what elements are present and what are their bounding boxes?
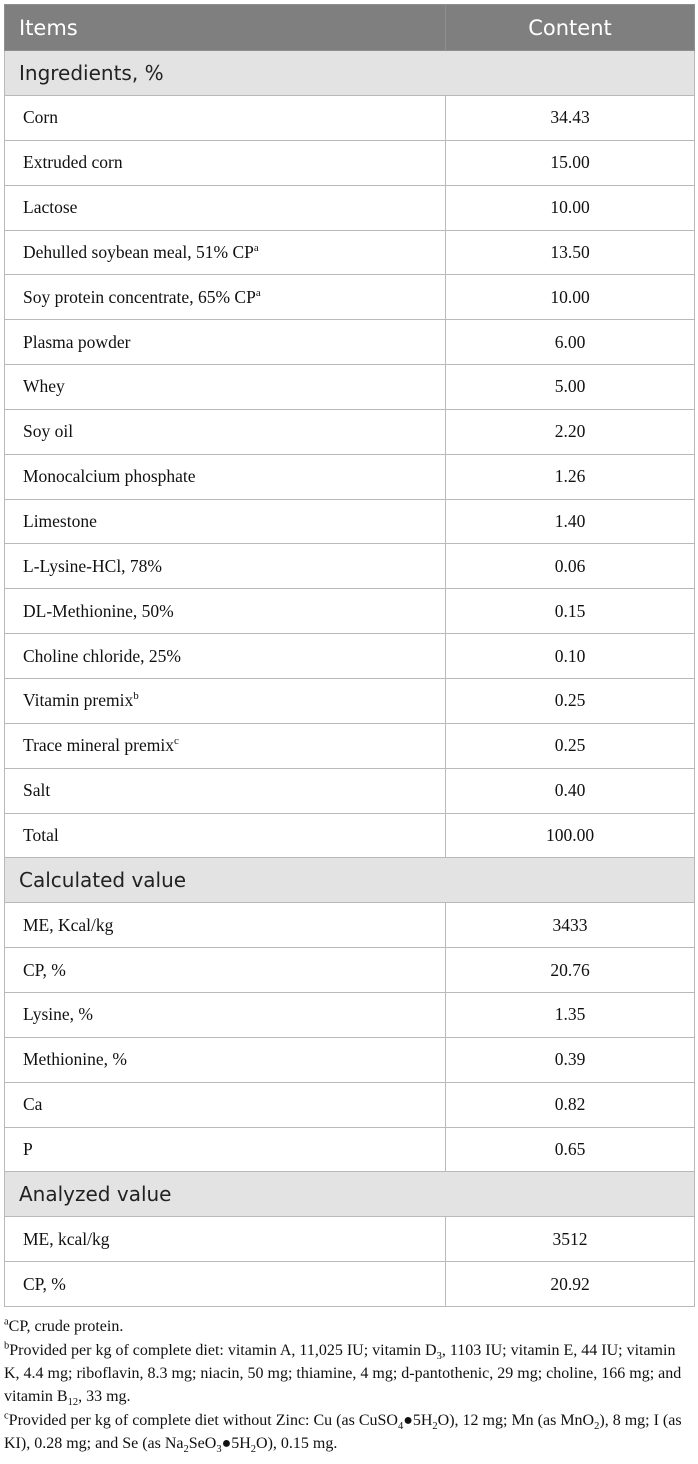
content-value: 20.92 bbox=[446, 1262, 695, 1307]
item-label: Plasma powder bbox=[23, 331, 131, 352]
table-row bbox=[5, 813, 695, 858]
content-value: 3512 bbox=[446, 1217, 695, 1262]
content-value: 13.50 bbox=[446, 230, 695, 275]
table-row bbox=[5, 1037, 695, 1082]
content-value: 0.25 bbox=[446, 678, 695, 723]
table-row bbox=[5, 678, 695, 723]
item-label: Extruded corn bbox=[23, 152, 123, 173]
content-value: 0.82 bbox=[446, 1082, 695, 1127]
table-row bbox=[5, 993, 695, 1038]
item-label: Salt bbox=[23, 780, 51, 801]
section-row bbox=[5, 1172, 695, 1217]
table-row bbox=[5, 96, 695, 141]
table-row bbox=[5, 1127, 695, 1172]
item-label: Methionine, % bbox=[23, 1049, 128, 1070]
table-row bbox=[5, 275, 695, 320]
item-label: Soy protein concentrate, 65% CP bbox=[23, 286, 256, 307]
item-cell bbox=[5, 185, 446, 230]
table-row bbox=[5, 454, 695, 499]
item-label: Corn bbox=[23, 107, 58, 128]
item-label: Whey bbox=[23, 376, 65, 397]
content-value: 34.43 bbox=[446, 96, 695, 141]
item-cell bbox=[5, 1217, 446, 1262]
diet-composition-table bbox=[4, 4, 695, 1307]
item-label: Trace mineral premix bbox=[23, 735, 174, 756]
item-cell bbox=[5, 589, 446, 634]
content-value: 2.20 bbox=[446, 409, 695, 454]
item-cell bbox=[5, 1262, 446, 1307]
content-value: 3433 bbox=[446, 903, 695, 948]
item-label: ME, Kcal/kg bbox=[23, 914, 114, 935]
item-cell bbox=[5, 140, 446, 185]
item-cell bbox=[5, 1082, 446, 1127]
content-value: 0.39 bbox=[446, 1037, 695, 1082]
table-row bbox=[5, 544, 695, 589]
item-cell bbox=[5, 948, 446, 993]
item-cell bbox=[5, 678, 446, 723]
item-cell bbox=[5, 813, 446, 858]
content-value: 1.40 bbox=[446, 499, 695, 544]
item-cell bbox=[5, 275, 446, 320]
item-cell bbox=[5, 409, 446, 454]
content-value: 15.00 bbox=[446, 140, 695, 185]
item-cell bbox=[5, 634, 446, 679]
header-content: Content bbox=[446, 5, 695, 51]
item-cell bbox=[5, 1037, 446, 1082]
item-cell bbox=[5, 320, 446, 365]
item-label: Monocalcium phosphate bbox=[23, 466, 196, 487]
content-value: 100.00 bbox=[446, 813, 695, 858]
item-cell bbox=[5, 903, 446, 948]
footnote-marker: b bbox=[133, 690, 139, 703]
table-row bbox=[5, 948, 695, 993]
table-row bbox=[5, 634, 695, 679]
content-value: 10.00 bbox=[446, 185, 695, 230]
section-title: Calculated value bbox=[5, 858, 695, 903]
section-row bbox=[5, 51, 695, 96]
item-cell bbox=[5, 768, 446, 813]
item-cell bbox=[5, 96, 446, 141]
item-label: Limestone bbox=[23, 511, 97, 532]
table-row bbox=[5, 589, 695, 634]
item-cell bbox=[5, 723, 446, 768]
content-value: 0.06 bbox=[446, 544, 695, 589]
item-cell bbox=[5, 499, 446, 544]
footnote-c: $^c$Provided per kg of complete diet without Zinc: Cu (as $CuSO_4●5H_2O$), 12 mg; Mn (as MnO$_2$), 8 mg; I (as KI), 0.28 mg; and Se (as $Na_2SeO_3●5H_2O$), 0.15 mg. bbox=[4, 1410, 682, 1456]
item-label: CP, % bbox=[23, 1273, 66, 1294]
content-value: 0.10 bbox=[446, 634, 695, 679]
content-value: 5.00 bbox=[446, 365, 695, 410]
table-row bbox=[5, 365, 695, 410]
item-cell bbox=[5, 1127, 446, 1172]
content-value: 0.65 bbox=[446, 1127, 695, 1172]
table-row bbox=[5, 723, 695, 768]
table-row bbox=[5, 1082, 695, 1127]
item-label: Choline chloride, 25% bbox=[23, 645, 181, 666]
header-items: Items bbox=[5, 5, 446, 51]
item-label: Lysine, % bbox=[23, 1004, 93, 1025]
table-row bbox=[5, 185, 695, 230]
composition-table-container bbox=[4, 4, 694, 1456]
section-row bbox=[5, 858, 695, 903]
table-header-row bbox=[5, 5, 695, 51]
footnote-marker: c bbox=[173, 735, 179, 748]
content-value: 0.40 bbox=[446, 768, 695, 813]
table-row bbox=[5, 140, 695, 185]
item-label: Ca bbox=[23, 1094, 43, 1115]
item-label: Total bbox=[23, 824, 59, 845]
content-value: 1.26 bbox=[446, 454, 695, 499]
content-value: 6.00 bbox=[446, 320, 695, 365]
table-row bbox=[5, 499, 695, 544]
item-label: Vitamin premix bbox=[23, 690, 134, 711]
table-body bbox=[5, 51, 695, 1307]
footnote-a: $^a$CP, crude protein. bbox=[4, 1316, 124, 1336]
content-value: 1.35 bbox=[446, 993, 695, 1038]
item-label: DL-Methionine, 50% bbox=[23, 600, 174, 621]
footnote-b: $^b$Provided per kg of complete diet: vitamin A, 11,025 IU; vitamin $D_3$, 1103 IU; vitamin E, 44 IU; vitamin K, 4.4 mg; riboflavin, 8.3 mg; niacin, 50 mg; thiamine, 4 mg; d-pantothenic, 29 mg; choline, 166 mg; and vitamin $B_{12}$, 33 mg. bbox=[4, 1340, 682, 1409]
content-value: 20.76 bbox=[446, 948, 695, 993]
item-cell bbox=[5, 454, 446, 499]
table-row bbox=[5, 1262, 695, 1307]
content-value: 0.15 bbox=[446, 589, 695, 634]
table-footnotes bbox=[4, 1315, 694, 1455]
table-row bbox=[5, 320, 695, 365]
table-row bbox=[5, 903, 695, 948]
item-cell bbox=[5, 365, 446, 410]
table-row bbox=[5, 768, 695, 813]
item-cell bbox=[5, 544, 446, 589]
footnote-marker: a bbox=[255, 286, 261, 299]
item-cell bbox=[5, 230, 446, 275]
item-label: ME, kcal/kg bbox=[23, 1228, 110, 1249]
table-row bbox=[5, 409, 695, 454]
item-cell bbox=[5, 993, 446, 1038]
section-title: Analyzed value bbox=[5, 1172, 695, 1217]
footnote-marker: a bbox=[253, 242, 259, 255]
item-label: P bbox=[23, 1138, 33, 1159]
content-value: 0.25 bbox=[446, 723, 695, 768]
item-label: Soy oil bbox=[23, 421, 74, 442]
item-label: Dehulled soybean meal, 51% CP bbox=[23, 241, 254, 262]
table-row bbox=[5, 1217, 695, 1262]
item-label: CP, % bbox=[23, 959, 66, 980]
item-label: Lactose bbox=[23, 197, 78, 218]
section-title: Ingredients, % bbox=[5, 51, 695, 96]
item-label: L-Lysine-HCl, 78% bbox=[23, 555, 163, 576]
content-value: 10.00 bbox=[446, 275, 695, 320]
table-row bbox=[5, 230, 695, 275]
